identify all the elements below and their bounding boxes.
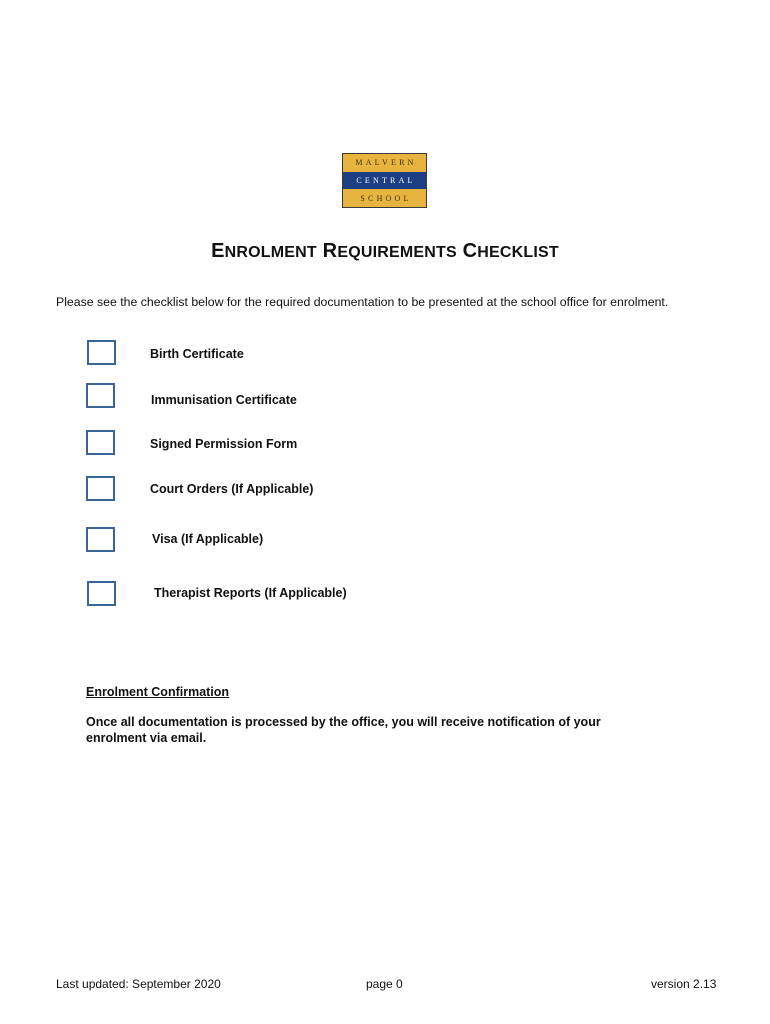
title-rest-2: EQUIREMENTS bbox=[337, 244, 457, 261]
checklist-label: Court Orders (If Applicable) bbox=[150, 482, 314, 496]
confirmation-text: Once all documentation is processed by the office, you will receive notification of your enrolment via email. bbox=[86, 715, 601, 745]
title-initial-1: E bbox=[211, 240, 225, 262]
title-rest-3: HECKLIST bbox=[477, 244, 559, 261]
checkbox-visa[interactable] bbox=[86, 527, 115, 552]
checkbox-birth-certificate[interactable] bbox=[87, 340, 116, 365]
checklist-label: Immunisation Certificate bbox=[151, 393, 297, 407]
checklist-label: Visa (If Applicable) bbox=[152, 532, 264, 546]
checkbox-immunisation-certificate[interactable] bbox=[86, 383, 115, 408]
title-initial-3: C bbox=[462, 240, 478, 262]
page-title bbox=[0, 240, 770, 263]
logo-line-3: SCHOOL bbox=[343, 189, 426, 207]
checkbox-therapist-reports[interactable] bbox=[87, 581, 116, 606]
intro-text: Please see the checklist below for the required documentation to be presented at the school office for enrolment. bbox=[56, 295, 669, 309]
school-logo bbox=[342, 153, 427, 208]
checklist-label: Signed Permission Form bbox=[150, 437, 298, 451]
checklist-label: Birth Certificate bbox=[150, 347, 244, 361]
checkbox-court-orders[interactable] bbox=[86, 476, 115, 501]
logo-line-1: MALVERN bbox=[343, 154, 426, 172]
footer-page-number: page 0 bbox=[366, 977, 403, 991]
logo-line-2: CENTRAL bbox=[343, 172, 426, 190]
footer-last-updated: Last updated: September 2020 bbox=[56, 977, 221, 991]
footer-version: version 2.13 bbox=[651, 977, 717, 991]
title-initial-2: R bbox=[322, 240, 338, 262]
checkbox-signed-permission-form[interactable] bbox=[86, 430, 115, 455]
confirmation-heading: Enrolment Confirmation bbox=[86, 685, 230, 699]
title-rest-1: NROLMENT bbox=[224, 244, 317, 261]
checklist-label: Therapist Reports (If Applicable) bbox=[154, 586, 347, 600]
